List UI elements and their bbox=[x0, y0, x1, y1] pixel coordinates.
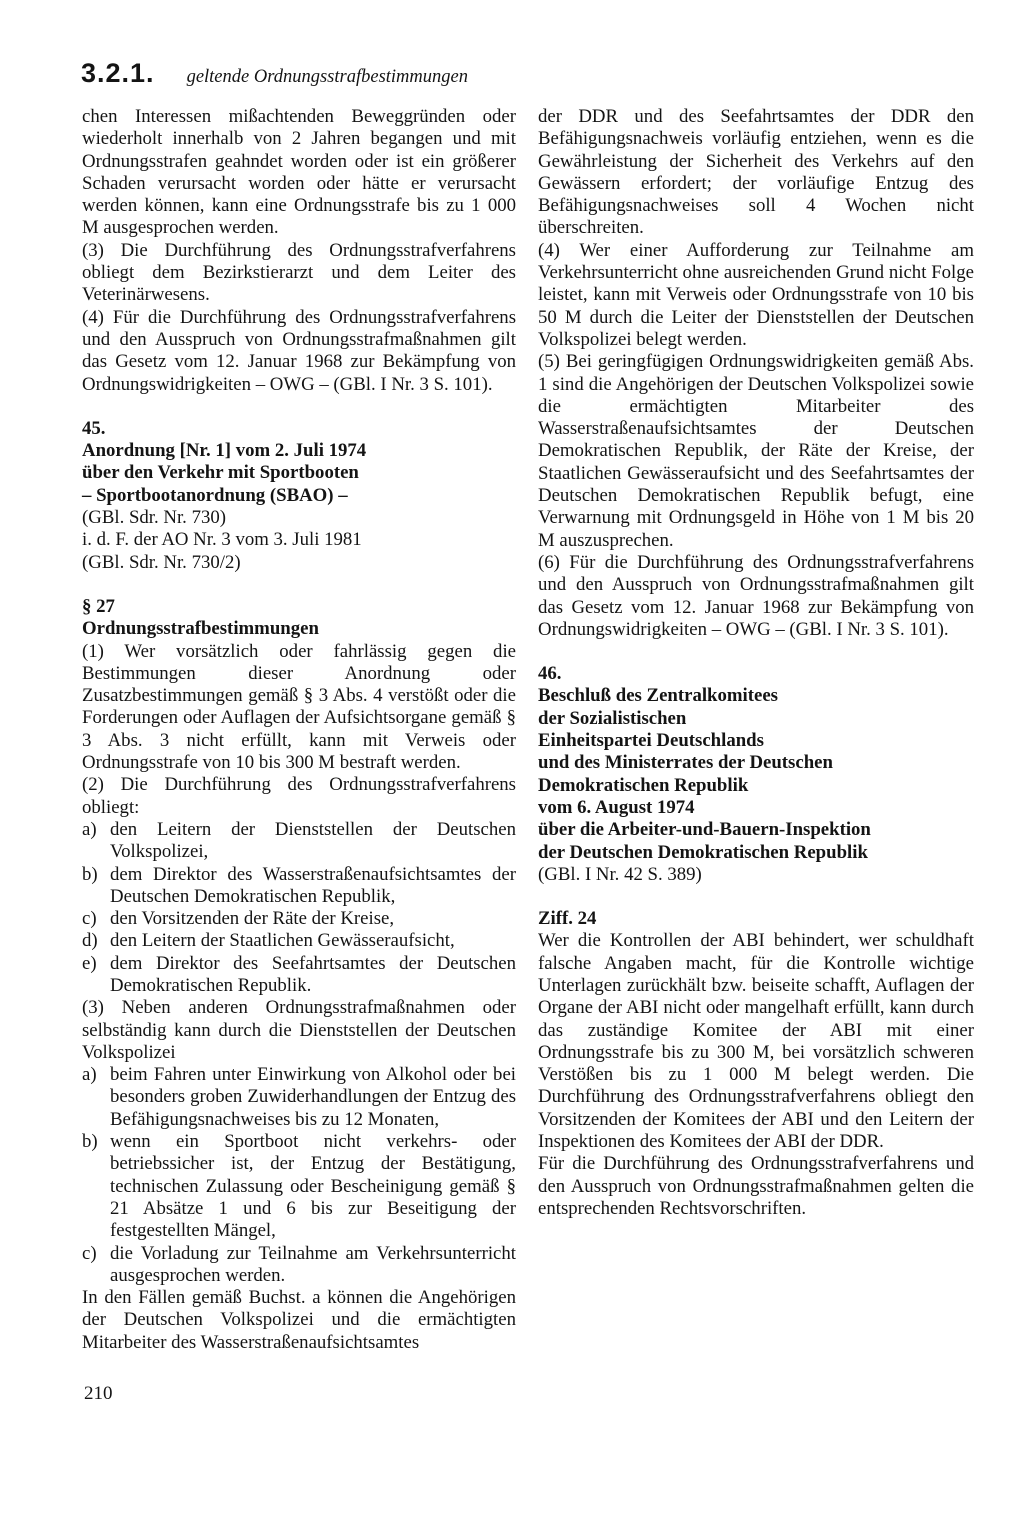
entry-46-title-line: der Sozialistischen bbox=[538, 707, 687, 729]
entry-45-source: i. d. F. der AO Nr. 3 vom 3. Juli 1981 bbox=[82, 529, 362, 551]
subsection-1: (1) Wer vorsätzlich oder fahrlässig gegen die Bestimmungen dieser Anordnung oder Zusatzbestimmungen gemäß § 3 Abs. 4 verstößt oder die Forderungen oder Auflagen der Aufsichtsorgane gemäß § 3 Abs. 3 nicht erfüllt, kann mit Verweis oder Ordnungsstrafe von 10 bis 300 M bestraft werden. bbox=[82, 640, 516, 774]
entry-46-source: (GBl. I Nr. 42 S. 389) bbox=[538, 863, 702, 885]
continued-paragraph: chen Interessen mißachtenden Beweggründen oder wiederholt innerhalb von 2 Jahren begangen und mit Ordnungsstrafen geahndet worden oder ist ein größerer Schaden verursacht worden oder hätte er verursacht werden können, kann eine Ordnungsstrafe bis zu 1 000 M ausgesprochen werden. bbox=[82, 106, 516, 239]
paragraph-number: § 27 bbox=[82, 595, 115, 617]
paragraph-3: (3) Die Durchführung des Ordnungsstrafverfahrens obliegt dem Bezirkstierarzt und dem Leiter des Veterinärwesens. bbox=[82, 239, 516, 306]
entry-46-title-line: Einheitspartei Deutschlands bbox=[538, 730, 764, 752]
entry-45-source: (GBl. Sdr. Nr. 730) bbox=[82, 507, 226, 529]
entry-45-title-line: Anordnung [Nr. 1] vom 2. Juli 1974 bbox=[82, 440, 367, 462]
list-item bbox=[82, 930, 516, 952]
list-label: a) bbox=[82, 818, 97, 840]
entry-46-title-line: vom 6. August 1974 bbox=[538, 796, 695, 818]
subsection-3: (3) Neben anderen Ordnungsstrafmaßnahmen oder selbständig kann durch die Dienststellen der Deutschen Volkspolizei bbox=[82, 997, 516, 1063]
page-number: 210 bbox=[84, 1383, 113, 1404]
continued-paragraph: der DDR und des Seefahrtsamtes der DDR den Befähigungsnachweis vorläufig entziehen, wenn es die Gewährleistung der Sicherheit des Verkehrs auf den Gewässern erfordert; der vorläufige Entzug des Befähigungsnachweises soll 4 Wochen nicht überschreiten. bbox=[538, 106, 974, 239]
list-text: dem Direktor des Seefahrtsamtes der Deutschen Demokratischen Republik. bbox=[110, 952, 516, 996]
list-text: die Vorladung zur Teilnahme am Verkehrsunterricht ausgesprochen werden. bbox=[110, 1242, 516, 1286]
section-title: geltende Ordnungsstrafbestimmungen bbox=[186, 67, 468, 87]
subsection-2: (2) Die Durchführung des Ordnungsstrafverfahrens obliegt: bbox=[82, 774, 516, 818]
list-text: beim Fahren unter Einwirkung von Alkohol oder bei besonders groben Zuwiderhandlungen der Entzug des Befähigungsnachweises bis zu 12 Monaten, bbox=[110, 1064, 516, 1130]
entry-46-title-line: Demokratischen Republik bbox=[538, 774, 749, 796]
paragraph-4: (4) Für die Durchführung des Ordnungsstrafverfahrens und den Ausspruch von Ordnungsstrafmaßnahmen gilt das Gesetz vom 12. Januar 1968 zur Bekämpfung von Ordnungswidrigkeiten – OWG – (GBl. I Nr. 3 S. 101). bbox=[82, 306, 516, 395]
entry-number-45: 45. bbox=[82, 417, 106, 439]
paragraph-4: (4) Wer einer Aufforderung zur Teilnahme am Verkehrsunterricht ohne ausreichenden Grund nicht Folge leistet, kann mit Verweis oder Ordnungsstrafe von 10 bis 50 M durch die Leiter der Dienststellen der Deutschen Volkspolizei belegt werden. bbox=[538, 239, 974, 350]
list-item bbox=[82, 1064, 516, 1131]
entry-45-title-line: über den Verkehr mit Sportbooten bbox=[82, 462, 359, 484]
closing-paragraph: In den Fällen gemäß Buchst. a können die Angehörigen der Deutschen Volkspolizei und die ermächtigten Mitarbeiter des Wasserstraßenaufsichtsamtes bbox=[82, 1287, 516, 1353]
left-column bbox=[82, 106, 516, 1354]
entry-46-title-line: über die Arbeiter-und-Bauern-Inspektion bbox=[538, 819, 871, 841]
paragraph-5: (5) Bei geringfügigen Ordnungswidrigkeiten gemäß Abs. 1 sind die Angehörigen der Deutschen Volkspolizei sowie die ermächtigten Mitarbeiter des Wasserstraßenaufsichtsamtes der Deutschen Demokratischen Republik, der Räte der Kreise, der Staatlichen Gewässeraufsicht und des Seefahrtsamtes der Deutschen Demokratischen Republik befugt, eine Verwarnung mit Ordnungsgeld in Höhe von 1 M bis 20 M auszusprechen. bbox=[538, 351, 974, 551]
list-item bbox=[82, 819, 516, 864]
list-label: a) bbox=[82, 1064, 97, 1086]
ziffer-paragraph: Wer die Kontrollen der ABI behindert, wer schuldhaft falsche Angaben macht, für die Kontrolle wichtige Unterlagen zurückhält bzw. beiseite schafft, Auflagen der Organe der ABI nicht oder mangelhaft erfüllt, kann durch das zuständige Komitee der ABI mit einer Ordnungsstrafe bis zu 300 M, bei vorsätzlich schweren Verstößen bis zu 1 000 M belegt werden. Die Durchführung des Ordnungsstrafverfahrens obliegt den Vorsitzenden der Komitees der ABI und den Leitern der Inspektionen des Komitees der ABI der DDR. bbox=[538, 930, 974, 1153]
list-label: e) bbox=[82, 952, 97, 974]
section-number: 3.2.1. bbox=[81, 58, 155, 88]
list-label: c) bbox=[82, 908, 97, 930]
entry-46-title-line: Beschluß des Zentralkomitees bbox=[538, 685, 778, 707]
list-text: wenn ein Sportboot nicht verkehrs- oder betriebssicher ist, der Entzug der Bestätigung, technischen Zulassung oder Bescheinigung gemäß § 21 Absätze 1 und 6 bis zur Beseitigung der festgestellten Mängel, bbox=[110, 1131, 516, 1242]
entry-45-title-line: – Sportbootanordnung (SBAO) – bbox=[82, 484, 348, 506]
entry-45-source: (GBl. Sdr. Nr. 730/2) bbox=[82, 551, 241, 573]
running-header bbox=[81, 58, 468, 89]
entry-number-46: 46. bbox=[538, 663, 562, 685]
ziffer-paragraph: Für die Durchführung des Ordnungsstrafverfahrens und den Ausspruch von Ordnungsstrafmaßnahmen gelten die entsprechenden Rechtsvorschriften. bbox=[538, 1153, 974, 1219]
entry-46-title-line: der Deutschen Demokratischen Republik bbox=[538, 841, 868, 863]
list-text: den Leitern der Staatlichen Gewässeraufsicht, bbox=[110, 930, 455, 952]
list-item bbox=[82, 953, 516, 998]
list-item bbox=[82, 908, 516, 930]
paragraph-title: Ordnungsstrafbestimmungen bbox=[82, 618, 319, 640]
list-item bbox=[82, 864, 516, 909]
list-label: b) bbox=[82, 1131, 98, 1153]
list-item bbox=[82, 1243, 516, 1288]
entry-46-title-line: und des Ministerrates der Deutschen bbox=[538, 752, 833, 774]
list-text: dem Direktor des Wasserstraßenaufsichtsamtes der Deutschen Demokratischen Republik, bbox=[110, 863, 516, 907]
list-label: b) bbox=[82, 863, 98, 885]
list-text: den Leitern der Dienststellen der Deutschen Volkspolizei, bbox=[110, 818, 516, 863]
list-item bbox=[82, 1131, 516, 1242]
list-text: den Vorsitzenden der Räte der Kreise, bbox=[110, 908, 395, 930]
ziffer-title: Ziff. 24 bbox=[538, 908, 597, 930]
paragraph-6: (6) Für die Durchführung des Ordnungsstrafverfahrens und den Ausspruch von Ordnungsstrafmaßnahmen gilt das Gesetz vom 12. Januar 1968 zur Bekämpfung von Ordnungswidrigkeiten – OWG – (GBl. I Nr. 3 S. 101). bbox=[538, 551, 974, 640]
right-column bbox=[538, 106, 974, 1220]
list-label: d) bbox=[82, 930, 98, 952]
list-label: c) bbox=[82, 1242, 97, 1264]
